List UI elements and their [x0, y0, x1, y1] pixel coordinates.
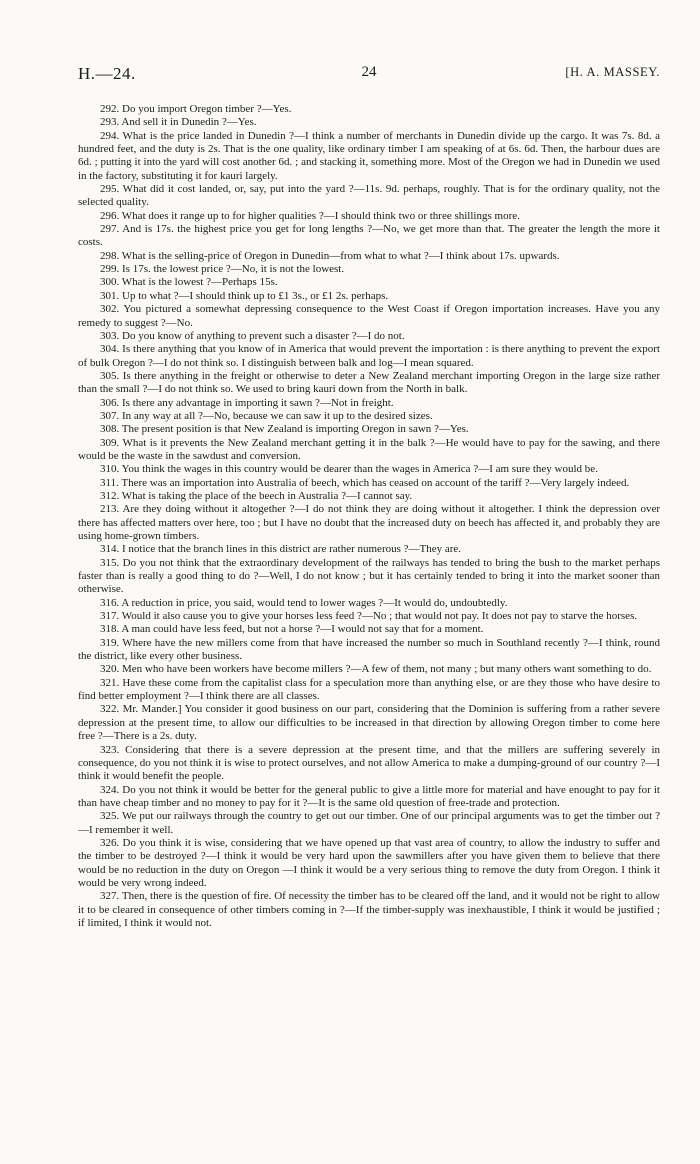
evidence-text	[78, 103, 660, 930]
question-answer-paragraph: 307. In any way at all ?—No, because we can saw it up to the desired sizes.	[100, 409, 433, 422]
question-answer-paragraph: 327. Then, there is the question of fire. Of necessity the timber has to be cleared off the land, and it would not be right to allow it to be cleared in consequence of other timbers coming in ?—If the timber-supply was inexhaustible, I think it would be justified ; if limited, I think it would not.	[78, 890, 660, 929]
question-answer-paragraph: 297. And is 17s. the highest price you get for long lengths ?—No, we get more than that. The greater the length the more it costs.	[78, 223, 660, 249]
question-answer-paragraph: 296. What does it range up to for higher qualities ?—I should think two or three shillings more.	[100, 209, 520, 222]
page-header	[78, 64, 660, 84]
question-answer-paragraph: 308. The present position is that New Zealand is importing Oregon in sawn ?—Yes.	[100, 423, 469, 436]
question-answer-paragraph: 311. There was an importation into Australia of beech, which has ceased on account of the tariff ?—Very largely indeed.	[100, 476, 630, 489]
question-answer-paragraph: 303. Do you know of anything to prevent such a disaster ?—I do not.	[100, 329, 405, 342]
question-answer-paragraph: 298. What is the selling-price of Oregon in Dunedin—from what to what ?—I think about 17s. upwards.	[100, 249, 560, 262]
question-answer-paragraph: 309. What is it prevents the New Zealand merchant getting it in the balk ?—He would have to pay for the sawing, and there would be the waste in the sawdust and conversion.	[78, 436, 660, 462]
question-answer-paragraph: 301. Up to what ?—I should think up to £1 3s., or £1 2s. perhaps.	[100, 289, 389, 302]
question-answer-paragraph: 305. Is there anything in the freight or otherwise to deter a New Zealand merchant importing Oregon in the large size rather than the small ?—I do not think so. We used to bring kauri down from the North in balk.	[78, 369, 660, 396]
paper-series-number: H.—24.	[78, 64, 136, 83]
witness-name: [H. A. MASSEY.	[565, 65, 660, 79]
question-answer-paragraph: 315. Do you not think that the extraordinary development of the railways has tended to bring the bush to the market perhaps faster than is really a good thing to do ?—Well, I do not know ; but it has certainly tended to bring it into the market sooner than otherwise.	[78, 556, 660, 596]
question-answer-paragraph: 324. Do you not think it would be better for the general public to give a little more for material and have enought to pay for it than have cheap timber and no money to pay for it ?—It is the same old question of free-trade and protection.	[78, 783, 660, 809]
question-answer-paragraph: 321. Have these come from the capitalist class for a speculation more than anything else, or are they those who have desire to find better employment ?—I think there are all classes.	[78, 676, 660, 703]
question-answer-paragraph: 304. Is there anything that you know of in America that would prevent the importation : is there anything to prevent the export of bulk Oregon ?—I do not think so. I distinguish between balk and log—I mean squared.	[78, 343, 660, 369]
question-answer-paragraph: 320. Men who have been workers have become millers ?—A few of them, not many ; but many others want something to do.	[100, 663, 652, 676]
question-answer-paragraph: 299. Is 17s. the lowest price ?—No, it is not the lowest.	[100, 263, 345, 276]
question-answer-paragraph: 310. You think the wages in this country would be dearer than the wages in America ?—I am sure they would be.	[100, 463, 598, 476]
question-answer-paragraph: 325. We put our railways through the country to get out our timber. One of our principal arguments was to get the timber out ?—I remember it well.	[78, 810, 660, 836]
question-answer-paragraph: 317. Would it also cause you to give your horses less feed ?—No ; that would not pay. It does not pay to starve the horses.	[100, 610, 638, 623]
question-answer-paragraph: 312. What is taking the place of the beech in Australia ?—I cannot say.	[100, 489, 413, 502]
question-answer-paragraph: 326. Do you think it is wise, considering that we have opened up that vast area of country, to allow the industry to suffer and the timber to be destroyed ?—I think it would be very hard upon the sawmillers after you have given them to believe that there would be no reduction in the duty on Oregon —I think it would be a very serious thing to remove the duty from Oregon. I think it would be very wrong indeed.	[78, 836, 660, 889]
question-answer-paragraph: 306. Is there any advantage in importing it sawn ?—Not in freight.	[100, 396, 394, 409]
page-number: 24	[361, 64, 377, 80]
question-answer-paragraph: 294. What is the price landed in Dunedin ?—I think a number of merchants in Dunedin divide up the cargo. It was 7s. 8d. a hundred feet, and the duty is 2s. That is the one quality, like ordinary timber I am speaking of at 6s. 6d. Then, the harbour dues are 6d. ; putting it into the yard will cost another 6d. ; and stacking it, something more. Most of the Oregon we had in Dunedin we used in the factory, substituting it for kauri largely.	[78, 129, 660, 182]
question-answer-paragraph: 295. What did it cost landed, or, say, put into the yard ?—11s. 9d. perhaps, roughly. That is for the ordinary quality, not the selected quality.	[78, 183, 660, 209]
question-answer-paragraph: 323. Considering that there is a severe depression at the present time, and that the millers are suffering severely in consequence, do you not think it is wise to protect ourselves, and not allow America to make a dumping-ground of our country ?—I think it would benefit the people.	[78, 743, 660, 783]
question-answer-paragraph: 302. You pictured a somewhat depressing consequence to the West Coast if Oregon importation increases. Have you any remedy to suggest ?—No.	[78, 303, 660, 329]
question-answer-paragraph: 314. I notice that the branch lines in this district are rather numerous ?—They are.	[100, 543, 462, 556]
question-answer-paragraph: 292. Do you import Oregon timber ?—Yes.	[100, 103, 292, 115]
question-answer-paragraph: 318. A man could have less feed, but not a horse ?—I would not say that for a moment.	[100, 623, 484, 636]
question-answer-paragraph: 213. Are they doing without it altogether ?—I do not think they are doing without it altogether. I think the depression over there has affected matters over here, too ; but I have no doubt that the increased duty on beech has affected it, and probably they are using home-grown timbers.	[78, 503, 660, 542]
question-answer-paragraph: 319. Where have the new millers come from that have increased the number so much in Southland recently ?—I think, round the district, like every other business.	[78, 636, 660, 663]
question-answer-paragraph: 322. Mr. Mander.] You consider it good business on our part, considering that the Dominion is suffering from a rather severe depression at the present time, to allow our difficulties to be increased in that direction by allowing Oregon timber to come here free ?—There is a 2s. duty.	[78, 703, 660, 743]
question-answer-paragraph: 300. What is the lowest ?—Perhaps 15s.	[100, 276, 278, 289]
question-answer-paragraph: 316. A reduction in price, you said, would tend to lower wages ?—It would do, undoubtedly.	[100, 596, 508, 609]
question-answer-paragraph: 293. And sell it in Dunedin ?—Yes.	[100, 116, 257, 129]
